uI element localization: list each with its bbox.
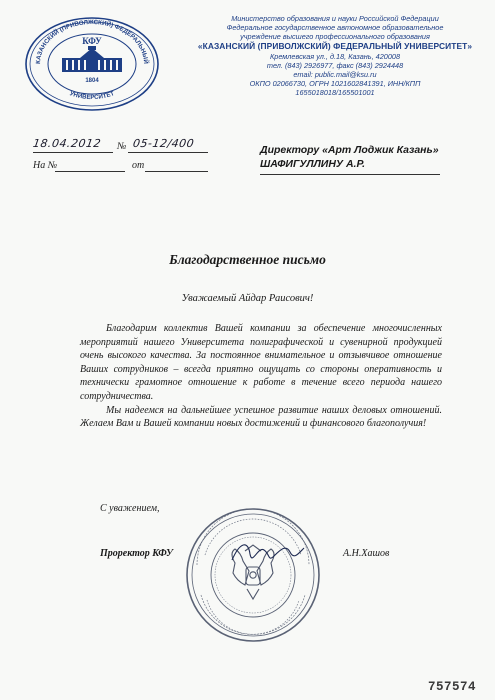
contact-address: Кремлевская ул., д.18, Казань, 420008 [269, 52, 401, 61]
letter-paragraph: Мы надеемся на дальнейшее успешное развитие наших деловых отношений. Желаем Вам и Вашей компании новых достижений и финансового благополучия! [80, 404, 442, 430]
letter-greeting: Уважаемый Айдар Раисович! [181, 293, 314, 304]
letter-number: 05-12/400 [132, 137, 196, 150]
letterhead-line: учреждение высшего профессионального образования [240, 32, 430, 41]
logo-abbr: КФУ [82, 36, 102, 46]
incoming-number-label: На № [33, 160, 58, 171]
university-name: «КАЗАНСКИЙ (ПРИВОЛЖСКИЙ) ФЕДЕРАЛЬНЫЙ УНИВЕРСИТЕТ» [197, 41, 473, 51]
letter-paragraph: Благодарим коллектив Вашей компании за обеспечение многочисленных мероприятий нашего Университета полиграфической и сувенирной продукцией очень высокого качества. За постоянное внимательное и отзывчивое отношение Ваших сотрудников – всегда приятно ощущать со стороны оперативность и технически грамотное отношение к работе в течение всего периода нашего сотрудничества. [80, 323, 442, 402]
incoming-date-label: от [132, 160, 145, 171]
serial-number: 757574 [428, 680, 477, 694]
official-seal [183, 505, 323, 645]
building-icon [62, 42, 122, 72]
handwritten-signature [228, 532, 308, 572]
number-underline [128, 152, 208, 153]
closing-regards: С уважением, [100, 503, 160, 514]
incoming-date-line [145, 171, 208, 172]
letterhead [190, 14, 480, 97]
addressee-underline [260, 174, 440, 175]
addressee-position: Директору «Арт Лоджик Казань» [260, 144, 439, 156]
university-logo [22, 12, 162, 112]
contact-inn: 1655018018/165501001 [295, 88, 375, 97]
number-label: № [117, 141, 127, 152]
letterhead-line: Министерство образования и науки Российской Федерации [231, 14, 439, 23]
letter-date: 18.04.2012 [32, 137, 102, 150]
logo-year: 1804 [85, 78, 99, 84]
incoming-number-line [55, 171, 125, 172]
addressee-name: ШАФИГУЛЛИНУ А.Р. [260, 158, 366, 170]
logo-ring-text: КАЗАНСКИЙ (ПРИВОЛЖСКИЙ) ФЕДЕРАЛЬНЫЙ [34, 18, 150, 65]
letterhead-line: Федеральное государственное автономное образовательное [226, 23, 444, 32]
letter-title: Благодарственное письмо [169, 252, 326, 267]
date-underline [33, 152, 113, 153]
letter-body [80, 322, 442, 431]
contact-email: email: public.mail@ksu.ru [293, 70, 377, 79]
logo-bottom-text: УНИВЕРСИТЕТ [68, 90, 116, 102]
addressee [260, 143, 475, 171]
signer-title: Проректор КФУ [100, 548, 173, 559]
contact-codes: ОКПО 02066730, ОГРН 1021602841391, ИНН/КПП [249, 79, 421, 88]
contact-phone: тел. (843) 2926977, факс (843) 2924448 [266, 61, 404, 70]
signer-name: А.Н.Хашов [343, 548, 390, 559]
